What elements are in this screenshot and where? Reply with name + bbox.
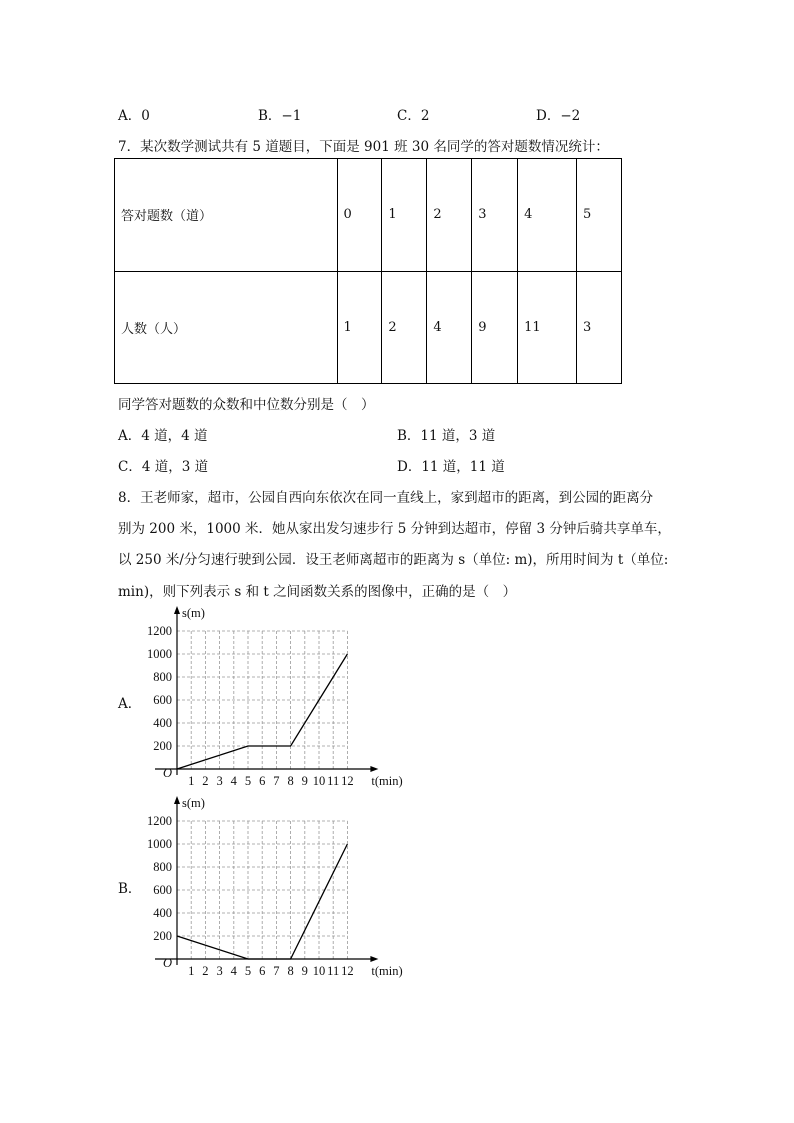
- table-cell: 2: [382, 271, 427, 384]
- q6-option-d: D．−2: [536, 108, 581, 124]
- q7-stem: 7．某次数学测试共有 5 道题目，下面是 901 班 30 名同学的答对题数情况统计：: [118, 139, 609, 155]
- y-tick-label: 1200: [147, 624, 172, 638]
- x-tick-label: 6: [259, 964, 266, 978]
- q7-question: 同学答对题数的众数和中位数分别是（ ）: [118, 397, 375, 413]
- table-cell: 2: [427, 159, 472, 272]
- table-cell: 答对题数（道）: [115, 159, 338, 272]
- table-cell: 4: [427, 271, 472, 384]
- x-tick-label: 1: [188, 774, 195, 788]
- x-tick-label: 7: [273, 774, 280, 788]
- y-tick-label: 1200: [147, 814, 172, 828]
- y-tick-label: 600: [153, 693, 172, 707]
- x-tick-label: 2: [202, 964, 209, 978]
- y-tick-label: 400: [153, 716, 172, 730]
- q7-option-c: C．4 道，3 道: [118, 459, 209, 475]
- x-axis-arrow-icon: [370, 956, 378, 962]
- x-tick-label: 10: [312, 964, 326, 978]
- q8-line-2: 别为 200 米，1000 米．她从家出发匀速步行 5 分钟到达超市，停留 3 分钟后骑共享单车，: [118, 521, 671, 537]
- x-tick-label: 8: [287, 774, 294, 788]
- q6-option-a: A．0: [118, 108, 150, 124]
- table-cell: 3: [577, 271, 622, 384]
- y-tick-label: 1000: [147, 837, 172, 851]
- table-cell: 11: [518, 271, 577, 384]
- table-cell: 3: [472, 159, 518, 272]
- q8-option-b-label: B．: [118, 881, 142, 897]
- q6-option-c: C．2: [397, 108, 430, 124]
- q7-table: [114, 158, 622, 384]
- x-tick-label: 5: [244, 774, 252, 788]
- x-tick-label: 6: [259, 774, 266, 788]
- q8-option-a-label: A．: [118, 696, 142, 712]
- table-row: [115, 271, 622, 384]
- q8-line-3: 以 250 米/分匀速行驶到公园．设王老师离超市的距离为 s（单位: m)，所用时间为 t（单位:: [118, 552, 669, 568]
- graph-option-b: [110, 795, 410, 980]
- table-row: [115, 159, 622, 272]
- y-axis-label: s(m): [182, 606, 205, 620]
- y-tick-label: 800: [153, 670, 172, 684]
- x-tick-label: 2: [202, 774, 209, 788]
- y-tick-label: 400: [153, 906, 172, 920]
- y-tick-label: 600: [153, 883, 172, 897]
- x-tick-label: 11: [327, 964, 340, 978]
- x-tick-label: 12: [341, 774, 354, 788]
- table-cell: 5: [577, 159, 622, 272]
- table-cell: 9: [472, 271, 518, 384]
- x-tick-label: 5: [244, 964, 252, 978]
- y-tick-label: 200: [153, 739, 172, 753]
- x-axis-label: t(min): [371, 774, 403, 788]
- x-tick-label: 12: [341, 964, 354, 978]
- x-tick-label: 9: [301, 774, 308, 788]
- y-tick-label: 200: [153, 929, 172, 943]
- y-axis-arrow-icon: [174, 796, 180, 804]
- q6-option-b: B．−1: [258, 108, 302, 124]
- q8-line-4: min)，则下列表示 s 和 t 之间函数关系的图像中，正确的是（ ）: [118, 584, 517, 600]
- q7-option-b: B．11 道，3 道: [397, 428, 496, 444]
- x-tick-label: 7: [273, 964, 280, 978]
- table-cell: 1: [337, 271, 382, 384]
- q7-option-d: D．11 道，11 道: [397, 459, 505, 475]
- table-cell: 1: [382, 159, 427, 272]
- y-tick-label: 800: [153, 860, 172, 874]
- origin-label: O: [163, 956, 173, 970]
- table-cell: 人数（人）: [115, 271, 338, 384]
- q7-option-a: A．4 道，4 道: [118, 428, 208, 444]
- x-tick-label: 3: [216, 774, 223, 788]
- origin-label: O: [163, 766, 173, 780]
- x-axis-label: t(min): [371, 964, 403, 978]
- x-tick-label: 11: [327, 774, 340, 788]
- graph-option-a: [110, 605, 410, 790]
- table-cell: 4: [518, 159, 577, 272]
- x-tick-label: 4: [230, 774, 237, 788]
- x-tick-label: 1: [188, 964, 195, 978]
- table-cell: 0: [337, 159, 382, 272]
- x-axis-arrow-icon: [370, 766, 378, 772]
- x-tick-label: 4: [230, 964, 237, 978]
- x-tick-label: 10: [312, 774, 326, 788]
- q8-line-1: 8．王老师家，超市，公园自西向东依次在同一直线上，家到超市的距离，到公园的距离分: [118, 490, 654, 506]
- x-tick-label: 9: [301, 964, 308, 978]
- y-tick-label: 1000: [147, 647, 172, 661]
- y-axis-label: s(m): [182, 796, 205, 810]
- y-axis-arrow-icon: [174, 606, 180, 614]
- x-tick-label: 3: [216, 964, 223, 978]
- x-tick-label: 8: [287, 964, 294, 978]
